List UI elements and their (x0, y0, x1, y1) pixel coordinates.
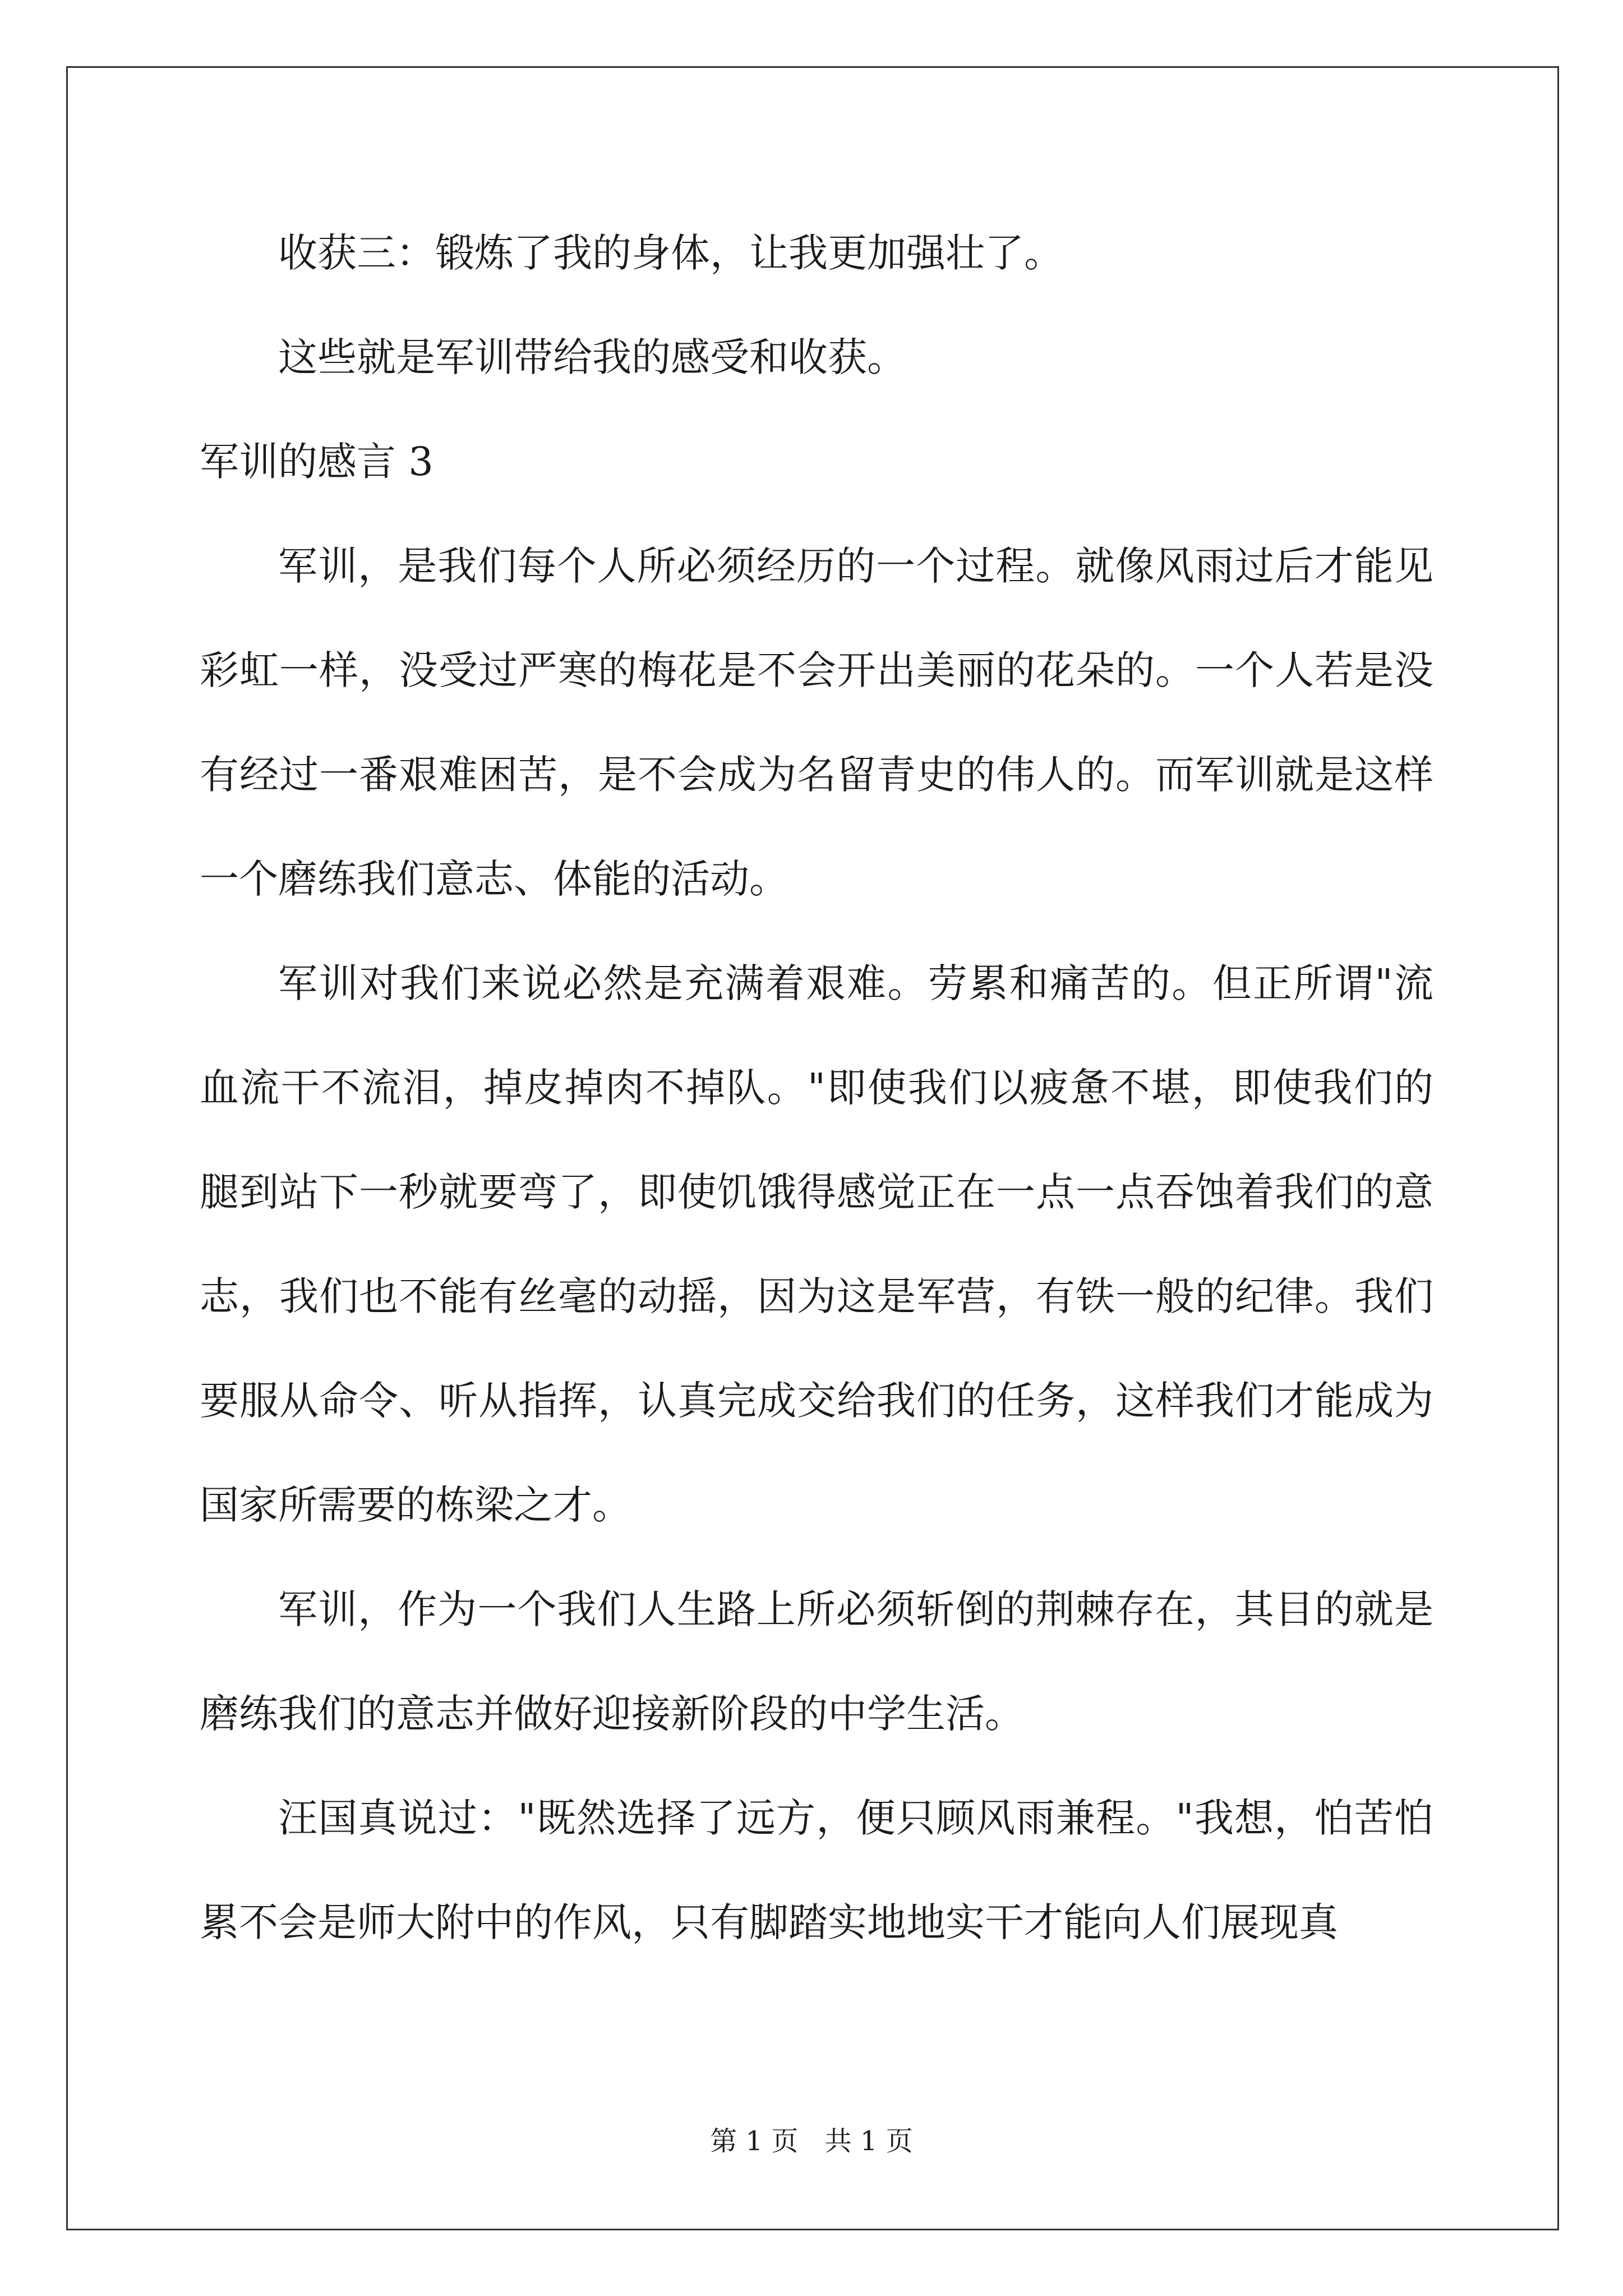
section-heading: 军训的感言 3 (200, 439, 434, 485)
paragraph-summary: 这些就是军训带给我的感受和收获。 (278, 334, 906, 380)
page-number: 第 1 页 (710, 2125, 799, 2157)
paragraph-body-4: 汪国真说过："既然选择了远方，便只顾风雨兼程。"我想，怕苦怕累不会是师大附中的作风，只有脚踏实地地实干才能向人们展现真 (200, 1795, 1433, 1945)
paragraph-body-3: 军训，作为一个我们人生路上所必须斩倒的荆棘存在，其目的就是磨练我们的意志并做好迎接新阶段的中学生活。 (200, 1586, 1433, 1737)
paragraph-body-1: 军训，是我们每个人所必须经历的一个过程。就像风雨过后才能见彩虹一样，没受过严寒的梅花是不会开出美丽的花朵的。一个人若是没有经过一番艰难困苦，是不会成为名留青史的伟人的。而军训就是这样一个磨练我们意志、体能的活动。 (200, 543, 1433, 902)
page-footer (0, 2119, 1623, 2158)
paragraph-body-2: 军训对我们来说必然是充满着艰难。劳累和痛苦的。但正所谓"流血流干不流泪，掉皮掉肉不掉队。"即使我们以疲惫不堪，即使我们的腿到站下一秒就要弯了，即使饥饿得感觉正在一点一点吞蚀着我们的意志，我们也不能有丝毫的动摇，因为这是军营，有铁一般的纪律。我们要服从命令、听从指挥，认真完成交给我们的任务，这样我们才能成为国家所需要的栋梁之才。 (200, 960, 1433, 1528)
page-total: 共 1 页 (824, 2125, 913, 2157)
text-block (200, 201, 1433, 1975)
paragraph-harvest-three: 收获三：锻炼了我的身体，让我更加强壮了。 (278, 230, 1063, 276)
